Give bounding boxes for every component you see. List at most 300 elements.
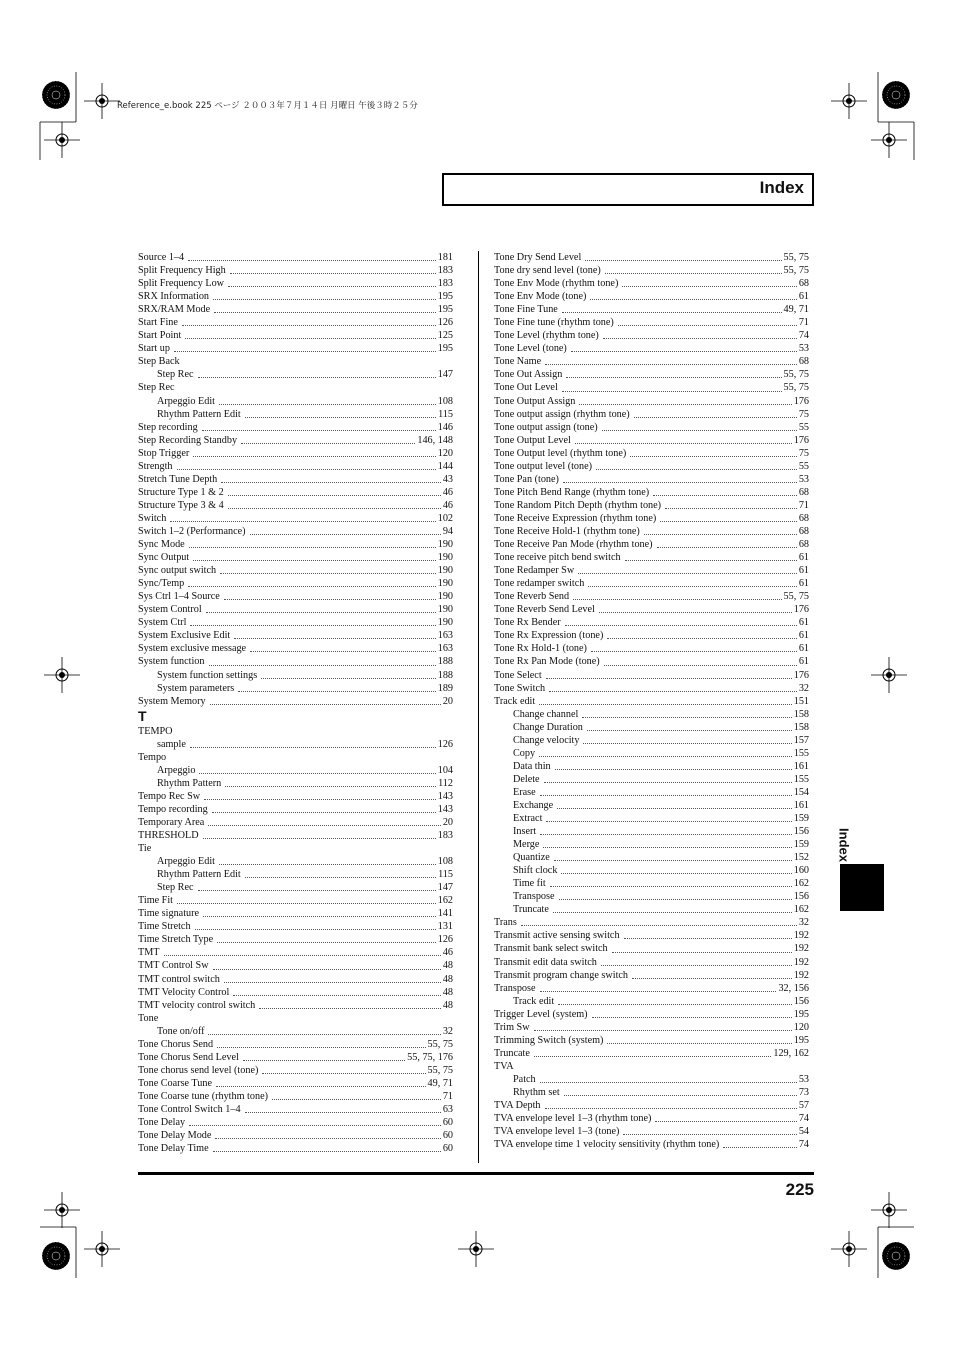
entry-page-ref: 74 <box>798 1139 809 1151</box>
index-entry <box>138 499 453 512</box>
entry-term: Stop Trigger <box>138 447 190 459</box>
entry-term: Tone Reverb Send <box>494 591 570 603</box>
entry-term: Tone output assign (rhythm tone) <box>494 408 630 420</box>
entry-term: Copy <box>513 747 536 759</box>
entry-page-ref: 126 <box>437 738 453 750</box>
entry-page-ref: 159 <box>793 839 809 851</box>
entry-page-ref: 75 <box>798 447 809 459</box>
entry-term: Temporary Area <box>138 816 205 828</box>
index-subentry <box>138 855 453 868</box>
index-entry <box>494 1138 809 1151</box>
entry-page-ref: 55, 75 <box>783 265 809 277</box>
dot-leader <box>245 417 436 418</box>
index-entry <box>494 682 809 695</box>
entry-page-ref: 192 <box>793 969 809 981</box>
entry-page-ref: 108 <box>437 856 453 868</box>
entry-term: TEMPO <box>138 725 173 737</box>
entry-term: THRESHOLD <box>138 830 199 842</box>
dot-leader <box>185 338 435 339</box>
entry-term: Tempo <box>138 751 167 763</box>
entry-page-ref: 159 <box>793 813 809 825</box>
dot-leader <box>564 1095 797 1096</box>
entry-page-ref: 53 <box>798 473 809 485</box>
entry-term: Tone Rx Expression (tone) <box>494 630 604 642</box>
entry-page-ref: 43 <box>442 473 453 485</box>
entry-page-ref: 141 <box>437 908 453 920</box>
entry-term: Start up <box>138 343 170 355</box>
entry-term: Time fit <box>513 878 546 890</box>
index-entry <box>138 907 453 920</box>
entry-term: Tone Out Assign <box>494 369 563 381</box>
entry-term: Tone Env Mode (rhythm tone) <box>494 278 619 290</box>
index-entry <box>494 277 809 290</box>
entry-page-ref: 71 <box>798 499 809 511</box>
dot-leader <box>208 1034 440 1035</box>
entry-page-ref: 46 <box>442 499 453 511</box>
entry-page-ref: 53 <box>798 343 809 355</box>
dot-leader <box>545 364 797 365</box>
dot-leader <box>549 691 797 692</box>
entry-page-ref: 163 <box>437 643 453 655</box>
entry-page-ref: 143 <box>437 803 453 815</box>
dot-leader <box>561 873 791 874</box>
entry-term: Tone Level (rhythm tone) <box>494 330 599 342</box>
index-entry <box>138 603 453 616</box>
index-subentry <box>138 881 453 894</box>
dot-leader <box>202 430 436 431</box>
entry-page-ref: 63 <box>442 1104 453 1115</box>
index-entry <box>494 629 809 642</box>
dot-leader <box>216 1086 426 1087</box>
entry-term: Tone Chorus Send Level <box>138 1051 239 1063</box>
index-entry <box>138 946 453 959</box>
entry-term: Truncate <box>494 1047 530 1059</box>
entry-term: System parameters <box>157 682 235 694</box>
index-entry <box>494 499 809 512</box>
entry-page-ref: 20 <box>442 816 453 828</box>
entry-page-ref: 55, 75 <box>783 369 809 381</box>
index-entry <box>494 982 809 995</box>
index-entry <box>494 551 809 564</box>
side-tab-label: Index <box>836 828 852 862</box>
entry-page-ref: 68 <box>798 356 809 368</box>
index-entry <box>494 590 809 603</box>
dot-leader <box>550 886 792 887</box>
entry-page-ref: 183 <box>437 830 453 842</box>
entry-page-ref: 161 <box>793 799 809 811</box>
entry-page-ref: 158 <box>793 708 809 720</box>
entry-page-ref: 151 <box>793 695 809 707</box>
index-entry <box>494 303 809 316</box>
entry-page-ref: 195 <box>437 304 453 316</box>
entry-term: Tone Chorus Send <box>138 1038 214 1050</box>
entry-term: System function <box>138 656 205 668</box>
dot-leader <box>607 638 796 639</box>
dot-leader <box>228 286 436 287</box>
entry-page-ref: 120 <box>437 447 453 459</box>
entry-page-ref: 49, 71 <box>783 304 809 316</box>
index-subentry <box>494 799 809 812</box>
entry-term: Tone Reverb Send Level <box>494 604 595 616</box>
index-entry <box>138 421 453 434</box>
entry-term: Tone receive pitch bend switch <box>494 552 621 564</box>
entry-term: Tone Coarse tune (rhythm tone) <box>138 1090 268 1102</box>
index-entry <box>138 342 453 355</box>
entry-page-ref: 102 <box>437 512 453 524</box>
index-entry <box>494 1060 809 1073</box>
entry-page-ref: 32 <box>442 1025 453 1037</box>
index-entry <box>138 725 453 738</box>
entry-page-ref: 176 <box>793 395 809 407</box>
dot-leader <box>588 586 796 587</box>
entry-page-ref: 115 <box>438 869 453 881</box>
entry-page-ref: 61 <box>798 565 809 577</box>
entry-term: Rhythm Pattern <box>157 777 222 789</box>
dot-leader <box>587 730 792 731</box>
entry-term: Tone Output Assign <box>494 395 576 407</box>
dot-leader <box>209 665 436 666</box>
dot-leader <box>198 890 436 891</box>
dot-leader <box>723 1147 797 1148</box>
footer-rule <box>138 1172 814 1175</box>
dot-leader <box>575 443 792 444</box>
index-subentry <box>494 812 809 825</box>
entry-term: Strength <box>138 460 173 472</box>
entry-term: Exchange <box>513 799 554 811</box>
index-entry <box>494 264 809 277</box>
entry-page-ref: 74 <box>798 1113 809 1125</box>
index-entry <box>138 590 453 603</box>
dot-leader <box>557 808 792 809</box>
index-entry <box>494 603 809 616</box>
index-entry <box>138 986 453 999</box>
column-divider <box>478 251 479 1163</box>
index-entry <box>494 395 809 408</box>
index-entry <box>138 447 453 460</box>
dot-leader <box>221 482 441 483</box>
index-entry <box>138 355 453 368</box>
dot-leader <box>546 821 791 822</box>
dot-leader <box>596 469 797 470</box>
index-entry <box>138 933 453 946</box>
entry-term: System Ctrl <box>138 617 187 629</box>
dot-leader <box>540 834 792 835</box>
dot-leader <box>224 982 441 983</box>
entry-page-ref: 144 <box>437 460 453 472</box>
index-entry <box>138 816 453 829</box>
entry-page-ref: 61 <box>798 630 809 642</box>
entry-term: Delete <box>513 773 540 785</box>
entry-term: Tone Output Level <box>494 434 571 446</box>
index-subentry <box>494 864 809 877</box>
dot-leader <box>591 651 797 652</box>
entry-term: SRX/RAM Mode <box>138 304 211 316</box>
entry-page-ref: 55, 75 <box>427 1064 453 1076</box>
entry-term: Tone Rx Bender <box>494 617 561 629</box>
dot-leader <box>225 786 436 787</box>
entry-term: Structure Type 1 & 2 <box>138 486 224 498</box>
index-entry <box>138 251 453 264</box>
entry-page-ref: 71 <box>798 317 809 329</box>
dot-leader <box>170 521 435 522</box>
index-entry <box>138 655 453 668</box>
entry-term: Tone output level (tone) <box>494 460 593 472</box>
index-entry <box>138 512 453 525</box>
index-subentry <box>494 903 809 916</box>
entry-term: Time Stretch Type <box>138 934 214 946</box>
dot-leader <box>562 312 782 313</box>
entry-term: Transmit program change switch <box>494 969 629 981</box>
entry-term: Time Fit <box>138 895 174 907</box>
entry-page-ref: 48 <box>442 973 453 985</box>
entry-page-ref: 190 <box>437 578 453 590</box>
entry-term: Tone Fine Tune <box>494 304 558 316</box>
entry-term: TVA Depth <box>494 1100 541 1112</box>
dot-leader <box>233 995 441 996</box>
index-subentry <box>494 877 809 890</box>
entry-term: Change velocity <box>513 734 580 746</box>
dot-leader <box>188 260 436 261</box>
index-entry <box>494 408 809 421</box>
entry-term: Tone Rx Hold-1 (tone) <box>494 643 587 655</box>
entry-page-ref: 94 <box>442 525 453 537</box>
index-entry <box>494 421 809 434</box>
entry-term: Tone Receive Hold-1 (rhythm tone) <box>494 525 640 537</box>
index-entry <box>138 1051 453 1064</box>
dot-leader <box>644 534 797 535</box>
entry-page-ref: 32, 156 <box>778 982 809 994</box>
entry-term: Tone Random Pitch Depth (rhythm tone) <box>494 499 662 511</box>
index-entry <box>138 842 453 855</box>
entry-page-ref: 176 <box>793 604 809 616</box>
index-entry <box>138 695 453 708</box>
index-entry <box>494 969 809 982</box>
dot-leader <box>554 860 792 861</box>
entry-term: Tone Delay Mode <box>138 1130 212 1142</box>
entry-term: Tone Select <box>494 669 542 681</box>
entry-term: Tempo Rec Sw <box>138 790 201 802</box>
index-entry <box>138 1090 453 1103</box>
index-subentry <box>494 747 809 760</box>
dot-leader <box>214 312 436 313</box>
entry-term: Tone output assign (tone) <box>494 421 598 433</box>
index-entry <box>138 642 453 655</box>
entry-term: Tone Receive Expression (rhythm tone) <box>494 512 657 524</box>
dot-leader <box>189 1125 441 1126</box>
entry-term: System exclusive message <box>138 643 247 655</box>
index-entry <box>138 381 453 394</box>
dot-leader <box>540 991 777 992</box>
dot-leader <box>607 1043 791 1044</box>
entry-page-ref: 68 <box>798 525 809 537</box>
entry-term: Merge <box>513 839 540 851</box>
entry-page-ref: 126 <box>437 934 453 946</box>
entry-term: Tone dry send level (tone) <box>494 265 601 277</box>
entry-term: Source 1–4 <box>138 252 185 263</box>
entry-page-ref: 53 <box>798 1073 809 1085</box>
entry-term: Transmit bank select switch <box>494 943 608 955</box>
index-subentry <box>494 995 809 1008</box>
dot-leader <box>573 599 781 600</box>
dot-leader <box>212 812 436 813</box>
index-entry <box>138 434 453 447</box>
dot-leader <box>546 678 792 679</box>
dot-leader <box>228 508 441 509</box>
entry-term: Transmit active sensing switch <box>494 930 620 942</box>
section-title: Index <box>759 178 804 197</box>
entry-term: Split Frequency High <box>138 265 226 277</box>
dot-leader <box>203 916 436 917</box>
entry-page-ref: 161 <box>793 760 809 772</box>
index-subentry <box>138 764 453 777</box>
entry-page-ref: 188 <box>437 656 453 668</box>
dot-leader <box>539 756 792 757</box>
entry-page-ref: 55 <box>798 460 809 472</box>
dot-leader <box>215 1138 440 1139</box>
entry-term: Truncate <box>513 904 549 916</box>
dot-leader <box>213 1151 441 1152</box>
dot-leader <box>612 952 792 953</box>
index-subentry <box>494 786 809 799</box>
dot-leader <box>238 691 435 692</box>
dot-leader <box>199 773 435 774</box>
entry-term: Tone Out Level <box>494 382 558 394</box>
index-entry <box>138 1129 453 1142</box>
entry-term: System Exclusive Edit <box>138 630 231 642</box>
entry-page-ref: 156 <box>793 891 809 903</box>
entry-page-ref: 115 <box>438 408 453 420</box>
entry-page-ref: 176 <box>793 669 809 681</box>
entry-page-ref: 68 <box>798 512 809 524</box>
index-entry <box>494 538 809 551</box>
dot-leader <box>188 586 435 587</box>
index-entry <box>494 381 809 394</box>
index-entry <box>494 1112 809 1125</box>
entry-page-ref: 108 <box>437 395 453 407</box>
entry-term: TMT control switch <box>138 973 220 985</box>
dot-leader <box>243 1060 405 1061</box>
entry-term: Track edit <box>513 995 555 1007</box>
dot-leader <box>559 899 792 900</box>
dot-leader <box>203 838 436 839</box>
index-entry <box>138 538 453 551</box>
entry-page-ref: 156 <box>793 995 809 1007</box>
entry-term: Track edit <box>494 695 536 707</box>
dot-leader <box>204 799 436 800</box>
dot-leader <box>660 521 797 522</box>
entry-term: Transmit edit data switch <box>494 956 597 968</box>
entry-term: Tone Control Switch 1–4 <box>138 1104 241 1115</box>
entry-term: Erase <box>513 786 536 798</box>
dot-leader <box>220 573 436 574</box>
entry-term: Tone Rx Pan Mode (tone) <box>494 656 600 668</box>
entry-term: Step Recording Standby <box>138 434 238 446</box>
entry-term: TVA <box>494 1060 514 1072</box>
entry-page-ref: 146, 148 <box>417 434 453 446</box>
entry-page-ref: 163 <box>437 630 453 642</box>
entry-page-ref: 156 <box>793 826 809 838</box>
index-entry <box>494 251 809 264</box>
dot-leader <box>177 469 436 470</box>
index-subentry <box>494 721 809 734</box>
index-entry <box>494 1008 809 1021</box>
index-subentry <box>494 760 809 773</box>
dot-leader <box>190 625 435 626</box>
entry-page-ref: 146 <box>437 421 453 433</box>
index-entry <box>138 790 453 803</box>
entry-page-ref: 155 <box>793 747 809 759</box>
entry-page-ref: 190 <box>437 539 453 551</box>
dot-leader <box>182 325 436 326</box>
dot-leader <box>208 825 440 826</box>
entry-page-ref: 188 <box>437 669 453 681</box>
entry-term: Shift clock <box>513 865 558 877</box>
entry-term: TMT Control Sw <box>138 960 209 972</box>
entry-term: Tone on/off <box>157 1025 205 1037</box>
entry-page-ref: 158 <box>793 721 809 733</box>
entry-term: Transpose <box>513 891 555 903</box>
entry-page-ref: 55 <box>798 421 809 433</box>
entry-term: Time Stretch <box>138 921 191 933</box>
entry-term: Step Rec <box>157 369 194 381</box>
entry-page-ref: 61 <box>798 656 809 668</box>
entry-page-ref: 147 <box>437 369 453 381</box>
dot-leader <box>622 286 796 287</box>
index-column-right <box>494 251 809 1151</box>
dot-leader <box>224 599 436 600</box>
index-entry <box>138 1142 453 1155</box>
entry-page-ref: 60 <box>442 1143 453 1155</box>
entry-term: Tone redamper switch <box>494 578 585 590</box>
entry-term: Structure Type 3 & 4 <box>138 499 224 511</box>
entry-term: Tone Level (tone) <box>494 343 567 355</box>
index-entry <box>494 342 809 355</box>
index-entry <box>138 264 453 277</box>
entry-page-ref: 61 <box>798 643 809 655</box>
entry-term: Arpeggio Edit <box>157 395 216 407</box>
index-entry <box>138 629 453 642</box>
entry-term: Tone Delay <box>138 1117 186 1129</box>
entry-term: Trimming Switch (system) <box>494 1034 604 1046</box>
dot-leader <box>198 377 436 378</box>
entry-page-ref: 68 <box>798 539 809 551</box>
dot-leader <box>618 325 797 326</box>
dot-leader <box>193 456 435 457</box>
entry-term: Step Back <box>138 356 180 368</box>
dot-leader <box>630 456 797 457</box>
entry-page-ref: 129, 162 <box>773 1047 809 1059</box>
dot-leader <box>624 938 792 939</box>
dot-leader <box>213 969 441 970</box>
dot-leader <box>603 338 797 339</box>
entry-page-ref: 162 <box>793 904 809 916</box>
dot-leader <box>245 877 436 878</box>
dot-leader <box>590 299 796 300</box>
entry-term: Arpeggio Edit <box>157 856 216 868</box>
entry-page-ref: 190 <box>437 591 453 603</box>
entry-term: System function settings <box>157 669 258 681</box>
dot-leader <box>241 443 415 444</box>
index-entry <box>494 473 809 486</box>
entry-page-ref: 48 <box>442 960 453 972</box>
entry-page-ref: 61 <box>798 291 809 303</box>
dot-leader <box>553 912 792 913</box>
index-entry <box>494 434 809 447</box>
dot-leader <box>566 377 781 378</box>
index-entry <box>138 1038 453 1051</box>
entry-page-ref: 154 <box>793 786 809 798</box>
dot-leader <box>272 1099 441 1100</box>
